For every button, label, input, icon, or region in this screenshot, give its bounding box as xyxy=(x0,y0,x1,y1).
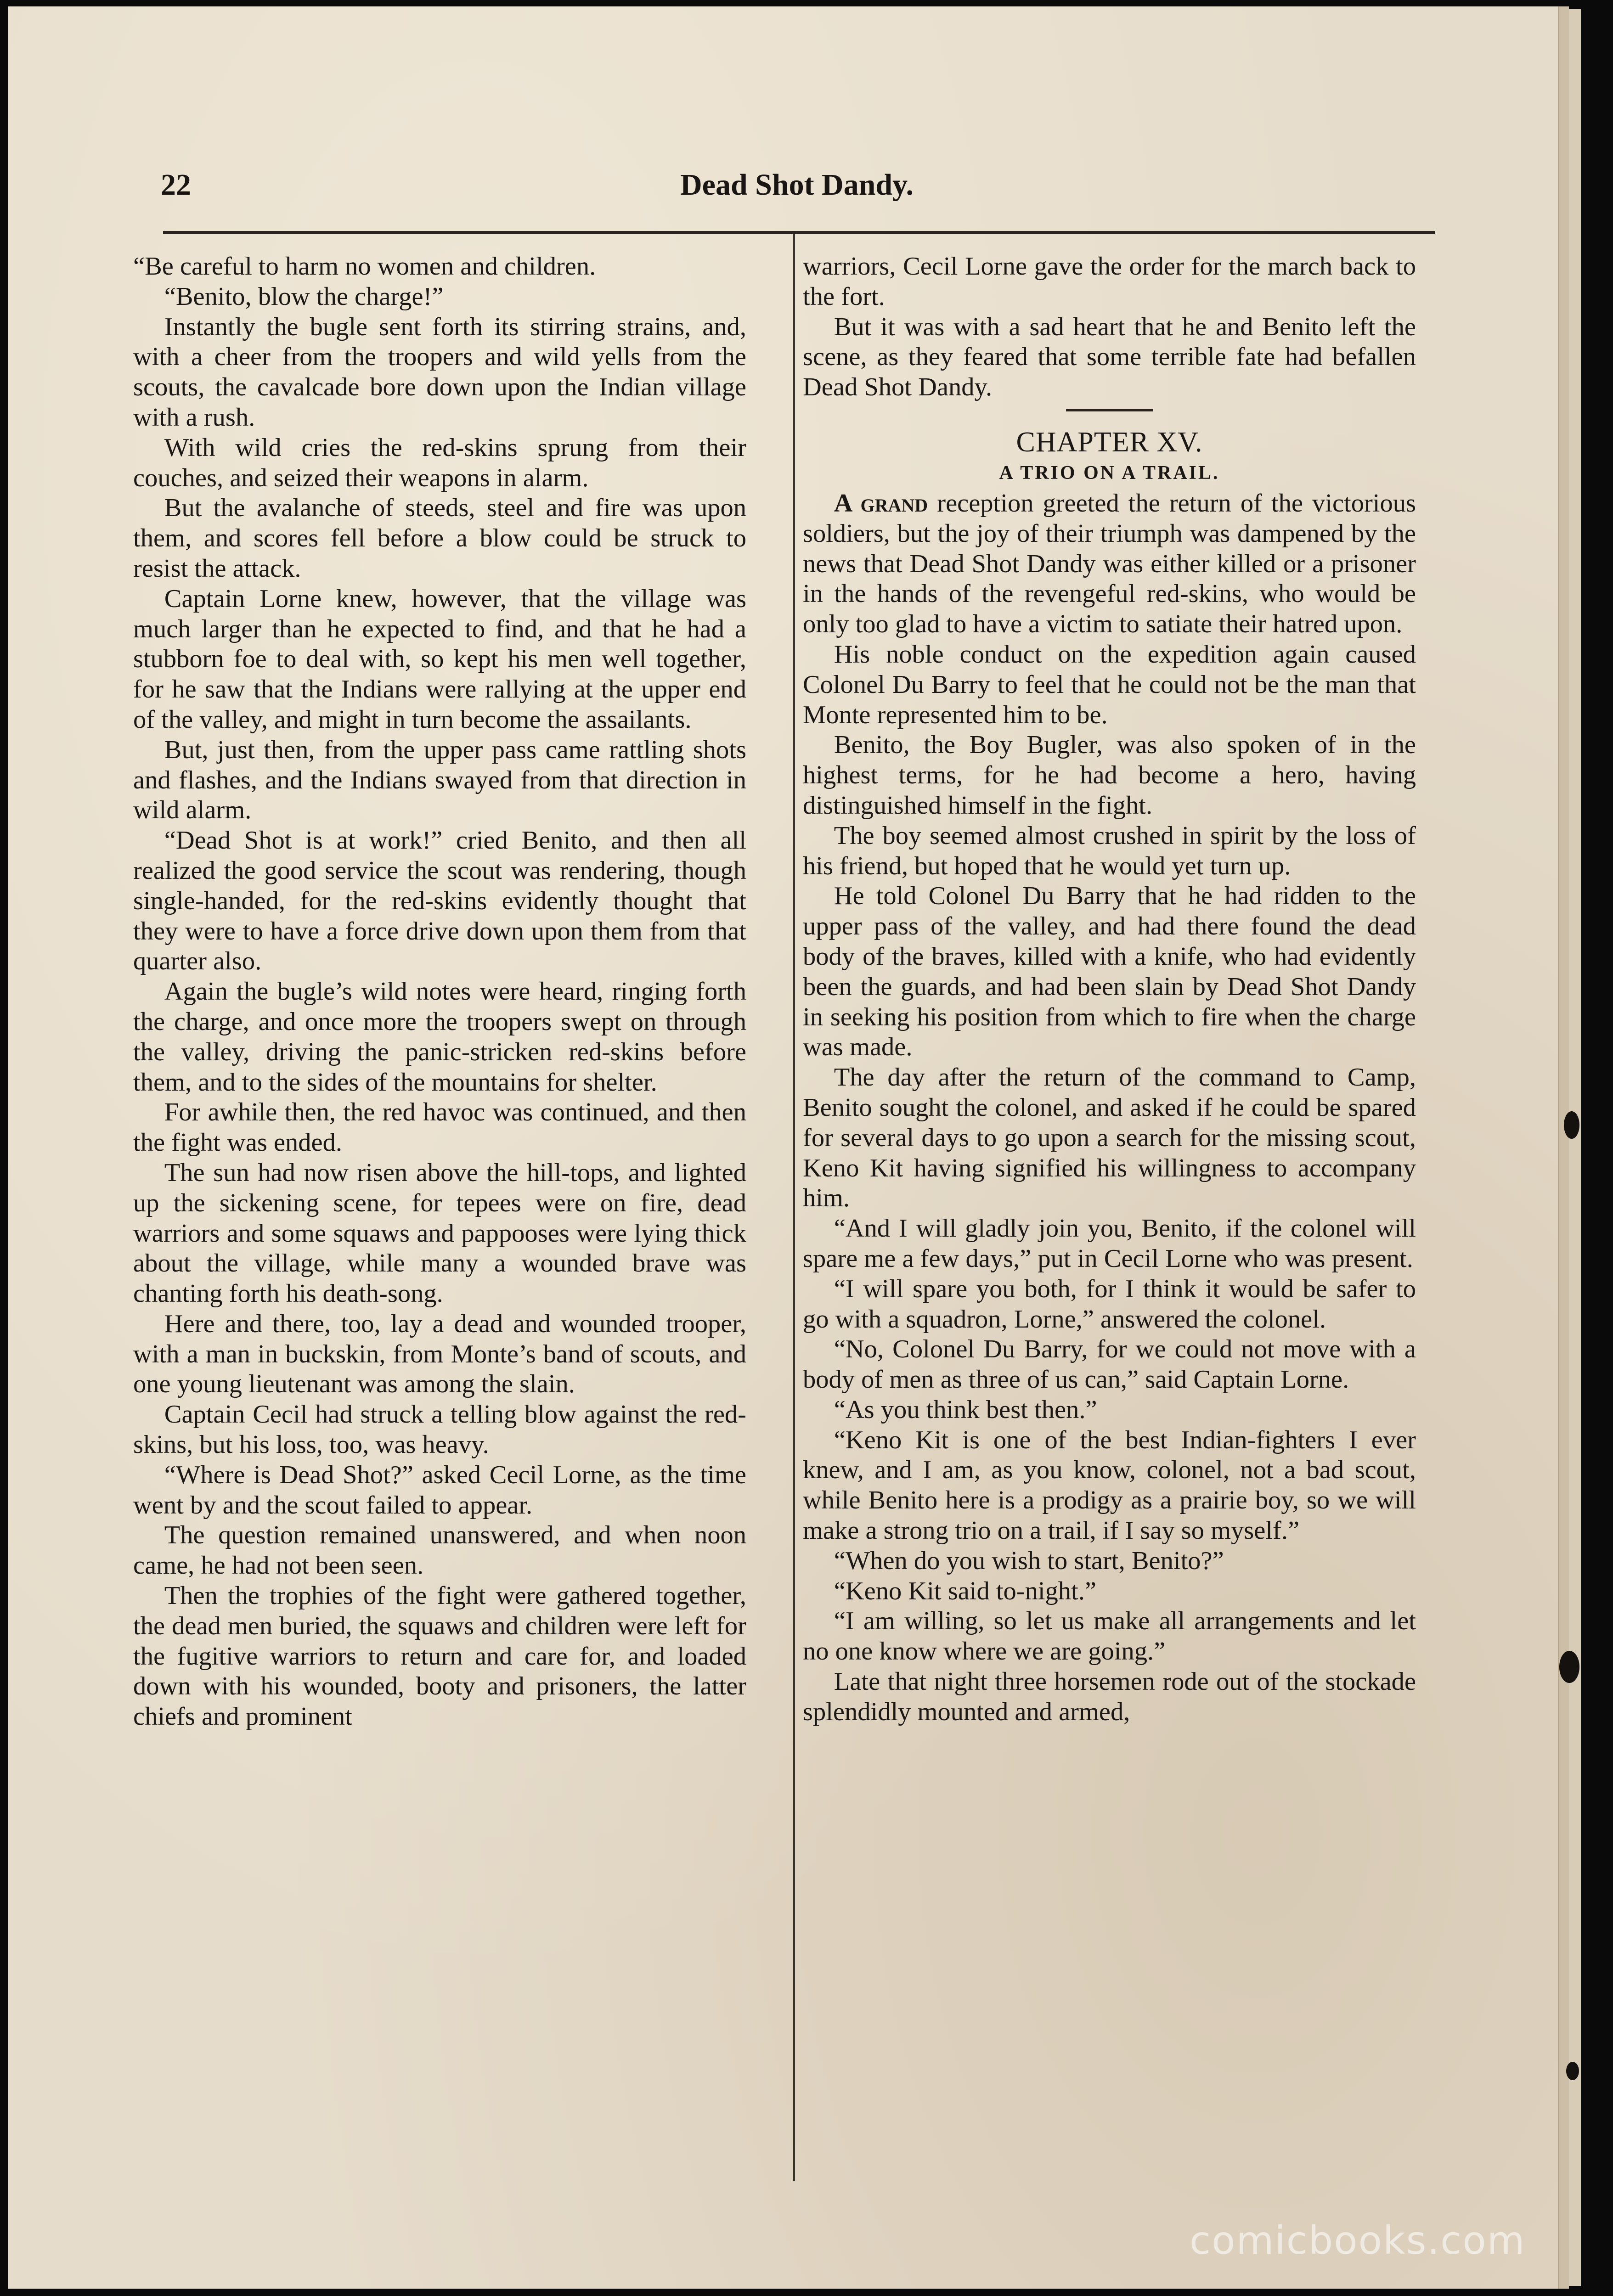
paragraph: “Where is Dead Shot?” asked Cecil Lorne, as the time went by and the scout failed to appear. xyxy=(133,1460,746,1519)
page-header xyxy=(161,168,1433,209)
paragraph: “I will spare you both, for I think it would be safer to go with a squadron, Lorne,” answered the colonel. xyxy=(803,1274,1416,1334)
chapter-first-paragraph xyxy=(803,489,1416,640)
paragraph: “No, Colonel Du Barry, for we could not move with a body of men as three of us can,” said Captain Lorne. xyxy=(803,1335,1416,1394)
paragraph: The question remained unanswered, and when noon came, he had not been seen. xyxy=(133,1521,746,1580)
chapter-subtitle: A TRIO ON A TRAIL. xyxy=(999,462,1220,484)
chapter-rule xyxy=(1066,409,1153,411)
chapter-heading: CHAPTER XV. xyxy=(1016,426,1203,458)
paragraph: The day after the return of the command to Camp, Benito sought the colonel, and asked if he could be spared for several days to go upon a search for the missing scout, Keno Kit having signified his willingness to accompany him. xyxy=(803,1063,1416,1213)
paragraph: “Keno Kit is one of the best Indian-fighters I ever knew, and I am, as you know, colonel, not a bad scout, while Benito here is a prodigy as a prairie boy, so we will make a strong trio on a trail, if I say so myself.” xyxy=(803,1425,1416,1545)
paragraph: With wild cries the red-skins sprung from their couches, and seized their weapons in alarm. xyxy=(133,433,746,492)
paragraph: Instantly the bugle sent forth its stirring strains, and, with a cheer from the troopers and wild yells from the scouts, the cavalcade bore down upon the Indian village with a rush. xyxy=(133,312,746,432)
paragraph: He told Colonel Du Barry that he had ridden to the upper pass of the valley, and had there found the dead body of the braves, killed with a knife, who had evidently been the guards, and had been slain by Dead Shot Dandy in seeking his position from which to fire when the charge was made. xyxy=(803,882,1416,1062)
column-divider xyxy=(793,234,795,2181)
watermark-logo: comicbooks.com xyxy=(1190,2218,1526,2263)
left-column xyxy=(133,252,746,1732)
page-number: 22 xyxy=(161,168,191,202)
chapter-first-paragraph-text: reception greeted the return of the victorious soldiers, but the joy of their triumph was dampened by the news that Dead Shot Dandy was either killed or a prisoner in the hands of the revengeful red-skins, who would be only too glad to have a victim to satiate their hatred upon. xyxy=(803,489,1416,639)
right-column xyxy=(803,252,1416,1728)
paragraph: Then the trophies of the fight were gathered together, the dead men buried, the squaws and children were left for the fugitive warriors to return and care for, and loaded down with his wounded, booty and prisoners, the latter chiefs and prominent xyxy=(133,1581,746,1731)
paragraph: For awhile then, the red havoc was continued, and then the fight was ended. xyxy=(133,1098,746,1157)
paragraph: But the avalanche of steeds, steel and fire was upon them, and scores fell before a blow could be struck to resist the attack. xyxy=(133,494,746,583)
paragraph: Captain Cecil had struck a telling blow against the red-skins, but his loss, too, was heavy. xyxy=(133,1400,746,1459)
paragraph: But, just then, from the upper pass came rattling shots and flashes, and the Indians swayed from that direction in wild alarm. xyxy=(133,735,746,825)
page-edge-tear xyxy=(1566,2062,1579,2080)
paragraph: Captain Lorne knew, however, that the village was much larger than he expected to find, and that he had a stubborn foe to deal with, so kept his men well together, for he saw that the Indians were rallying at the upper end of the valley, and might in turn become the assailants. xyxy=(133,584,746,734)
paragraph: “I am willing, so let us make all arrangements and let no one know where we are going.” xyxy=(803,1607,1416,1666)
chapter-opening-words: A grand xyxy=(834,489,928,518)
paragraph: warriors, Cecil Lorne gave the order for the march back to the fort. xyxy=(803,252,1416,311)
paragraph: The boy seemed almost crushed in spirit by the loss of his friend, but hoped that he would yet turn up. xyxy=(803,821,1416,880)
paragraph: “And I will gladly join you, Benito, if the colonel will spare me a few days,” put in Cecil Lorne who was present. xyxy=(803,1214,1416,1273)
paragraph: “Keno Kit said to-night.” xyxy=(834,1576,1096,1605)
page-edge-tear xyxy=(1564,1111,1579,1139)
paragraph: “Benito, blow the charge!” xyxy=(164,282,444,311)
paragraph: The sun had now risen above the hill-tops, and lighted up the sickening scene, for tepees were on fire, dead warriors and some squaws and pappooses were lying thick about the village, while many a wounded brave was chanting forth his death-song. xyxy=(133,1158,746,1308)
paragraph: “Be careful to harm no women and children. xyxy=(133,252,596,281)
paragraph: “As you think best then.” xyxy=(834,1395,1097,1424)
paragraph: “When do you wish to start, Benito?” xyxy=(834,1546,1224,1575)
running-title: Dead Shot Dandy. xyxy=(680,168,914,202)
paragraph: But it was with a sad heart that he and Benito left the scene, as they feared that some terrible fate had befallen Dead Shot Dandy. xyxy=(803,312,1416,402)
paragraph: Again the bugle’s wild notes were heard, ringing forth the charge, and once more the troopers swept on through the valley, driving the panic-stricken red-skins before them, and to the sides of the mountains for shelter. xyxy=(133,977,746,1097)
paragraph: Late that night three horsemen rode out of the stockade splendidly mounted and armed, xyxy=(803,1667,1416,1726)
paragraph: Here and there, too, lay a dead and wounded trooper, with a man in buckskin, from Monte’s band of scouts, and one young lieutenant was among the slain. xyxy=(133,1309,746,1399)
header-rule xyxy=(163,231,1435,234)
paragraph: His noble conduct on the expedition again caused Colonel Du Barry to feel that he could not be the man that Monte represented him to be. xyxy=(803,640,1416,729)
page-edge-tear xyxy=(1559,1651,1579,1683)
page-edge-back xyxy=(1569,9,1581,2286)
paragraph: “Dead Shot is at work!” cried Benito, and then all realized the good service the scout was rendering, though single-handed, for the red-skins evidently thought that they were to have a force drive down upon them from that quarter also. xyxy=(133,826,746,976)
page-edge xyxy=(1558,6,1569,2289)
paragraph: Benito, the Boy Bugler, was also spoken of in the highest terms, for he had become a hero, having distinguished himself in the fight. xyxy=(803,731,1416,820)
